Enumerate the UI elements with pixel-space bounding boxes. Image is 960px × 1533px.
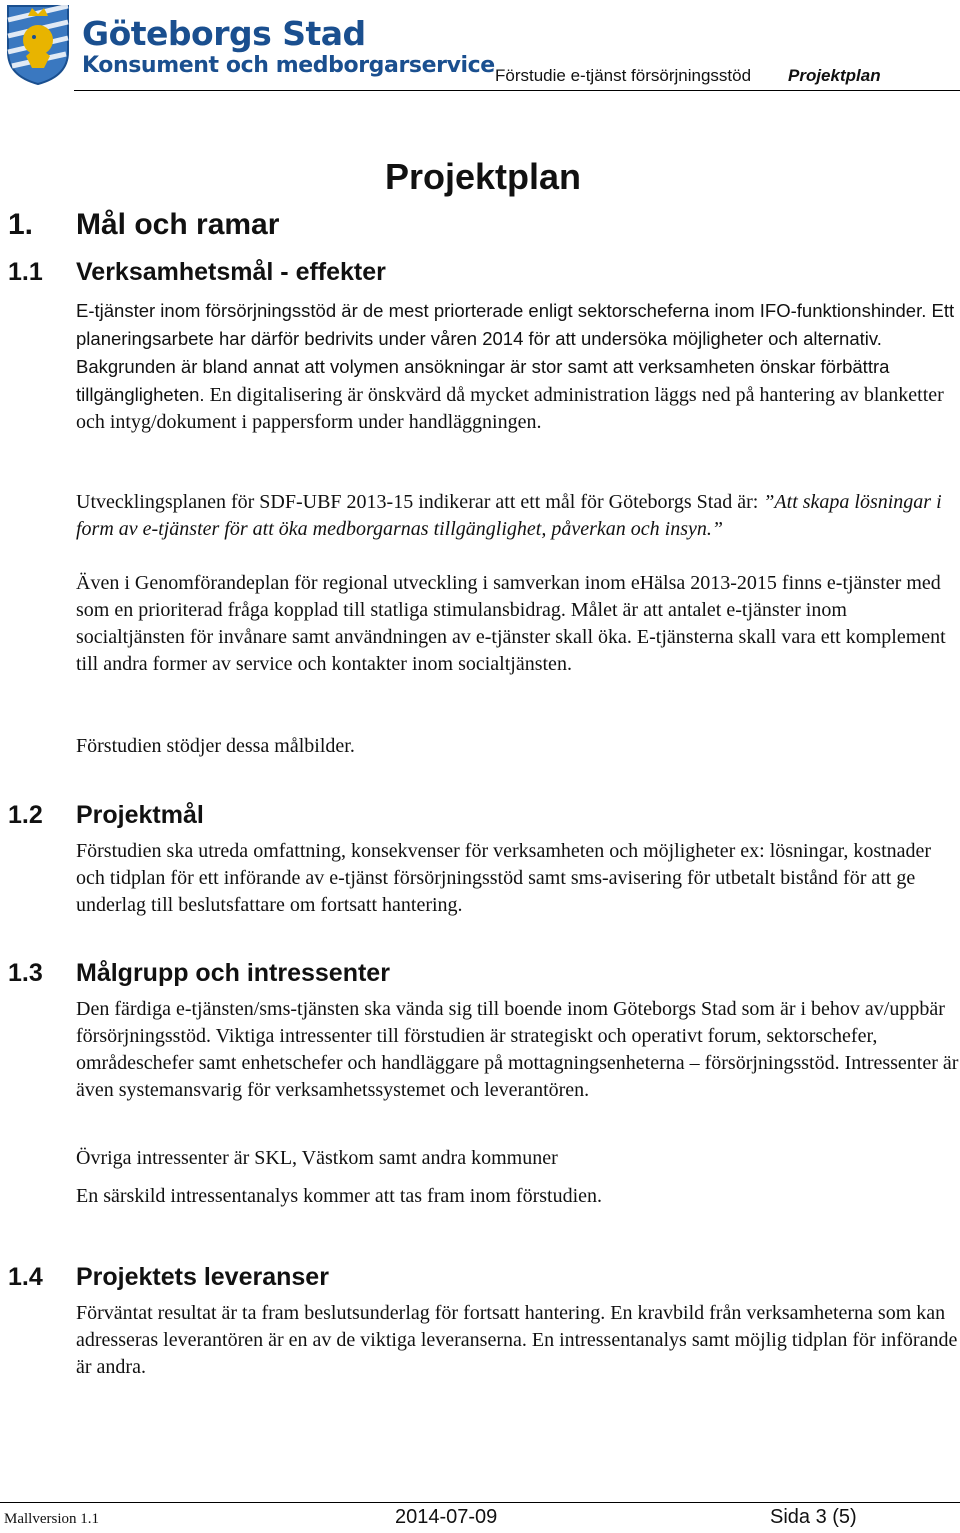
- section-1-1-number: 1.1: [8, 258, 43, 286]
- section-1-1-paragraph-1-serif: En digitalisering är önskvärd då mycket administration läggs ned på hantering av blanketter och intyg/dokument i pappersform under handläggningen.: [76, 384, 944, 433]
- section-1-3-paragraph-3: En särskild intressentanalys kommer att tas fram inom förstudien.: [76, 1185, 602, 1207]
- section-1-3-title: Målgrupp och intressenter: [76, 959, 390, 987]
- section-1-4-number: 1.4: [8, 1263, 43, 1291]
- header-document-type: Projektplan: [788, 66, 881, 85]
- footer-divider: [0, 1502, 960, 1503]
- org-name: Göteborgs Stad: [82, 14, 366, 53]
- org-unit: Konsument och medborgarservice: [82, 53, 495, 78]
- page-title: Projektplan: [385, 156, 582, 197]
- section-1-1-paragraph-3: Även i Genomförandeplan för regional utveckling i samverkan inom eHälsa 2013-2015 finns e-tjänster med som en prioriterad fråga kopplad till statliga stimulansbidrag. Målet är att antalet e-tjänster inom socialtjänsten för invånare samt användningen av e-tjänster skall öka. E-tjänsterna skall vara ett komplement till andra former av service och kontakter inom socialtjänsten.: [76, 572, 946, 675]
- section-1-1-paragraph-2: [76, 489, 960, 543]
- section-1-4-paragraph-1: Förväntat resultat är ta fram beslutsunderlag för fortsatt hantering. En kravbild från verksamheterna som kan adresseras leverantören är en av de viktiga leveranserna. En intressentanalys samt möjlig tidplan för införande är andra.: [76, 1302, 958, 1378]
- section-1-3-number: 1.3: [8, 959, 43, 987]
- footer-date: 2014-07-09: [395, 1506, 498, 1528]
- header-document-name: Förstudie e-tjänst försörjningsstöd: [495, 66, 752, 85]
- section-1-2-paragraph-1: Förstudien ska utreda omfattning, konsekvenser för verksamheten och möjligheter ex: lösningar, kostnader och tidplan för ett införande av e-tjänst försörjningsstöd samt sms-avisering för utbetalt bistånd för att ge underlag till beslutsfattare om fortsatt hantering.: [76, 840, 932, 916]
- footer-page-number: Sida 3 (5): [770, 1506, 857, 1528]
- org-branding: [82, 14, 495, 80]
- section-1-1-paragraph-1-sans: E-tjänster inom försörjningsstöd är de mest priorterade enligt sektorscheferna inom IFO-funktionshinder. Ett planeringsarbete har därför bedrivits under våren 2014 för att undersöka möjligheter och alternativ. Bakgrunden är bland annat att volymen ansökningar är stor samt att verksamheten önskar förbättra tillgängligheten.: [76, 300, 955, 405]
- section-1-1-paragraph-1: [76, 297, 960, 436]
- header-divider: [74, 90, 960, 91]
- section-1-1-paragraph-2-lead: Utvecklingsplanen för SDF-UBF 2013-15 indikerar att ett mål för Göteborgs Stad är:: [76, 491, 759, 513]
- section-1-2-title: Projektmål: [76, 801, 204, 829]
- section-1-3-paragraph-2: Övriga intressenter är SKL, Västkom samt andra kommuner: [76, 1147, 558, 1169]
- section-1-heading: [8, 208, 279, 242]
- section-1-4-title: Projektets leveranser: [76, 1263, 329, 1291]
- section-1-3-heading: [8, 959, 390, 988]
- footer-template-version: Mallversion 1.1: [4, 1511, 99, 1527]
- section-1-2-heading: [8, 801, 204, 830]
- section-1-3-paragraph-1: Den färdiga e-tjänsten/sms-tjänsten ska vända sig till boende inom Göteborgs Stad som är i behov av/uppbär försörjningsstöd. Viktiga intressenter till förstudien är strategiskt och operativt forum, sektorschefer, områdeschefer samt enhetschefer och handläggare på mottagningsenheterna – försörjningsstöd. Intressenter är även systemansvarig för verksamhetssystemet och leverantören.: [76, 998, 959, 1101]
- section-1-1-quote: ”Att skapa lösningar i form av e-tjänster för att öka medborgarnas tillgänglighet, påverkan och insyn.”: [76, 491, 942, 540]
- section-1-1-title: Verksamhetsmål - effekter: [76, 258, 386, 286]
- section-1-title: Mål och ramar: [76, 208, 280, 241]
- goteborg-crest-logo: [4, 2, 72, 86]
- section-1-4-heading: [8, 1263, 329, 1292]
- section-1-1-paragraph-4: Förstudien stödjer dessa målbilder.: [76, 735, 355, 757]
- section-1-2-number: 1.2: [8, 801, 43, 829]
- section-1-1-heading: [8, 258, 386, 287]
- section-1-number: 1.: [8, 208, 34, 241]
